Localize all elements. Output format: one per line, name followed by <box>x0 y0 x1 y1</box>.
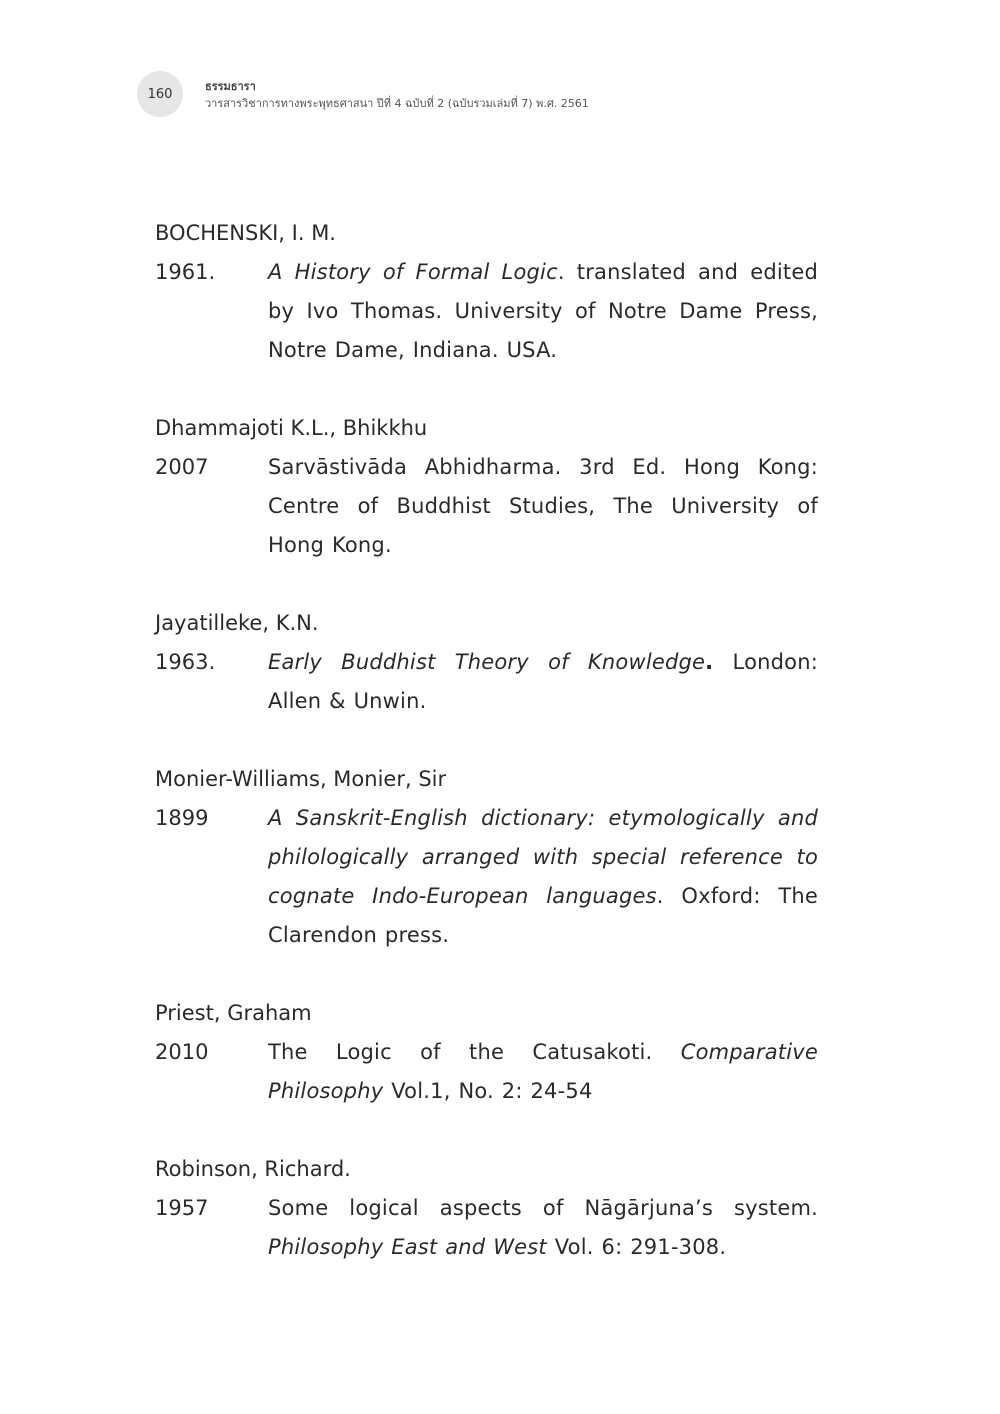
reference-title: Comparative Philosophy <box>268 1040 818 1103</box>
running-header <box>205 80 589 112</box>
reference-entry <box>155 214 818 370</box>
reference-title-punct: . <box>705 650 714 674</box>
journal-issue: วารสารวิชาการทางพระพุทธศาสนา ปีที่ 4 ฉบับที่ 2 (ฉบับรวมเล่มที่ 7) พ.ศ. 2561 <box>205 97 589 110</box>
reference-year: 1899 <box>155 806 209 830</box>
bibliography <box>155 214 818 1306</box>
reference-title: Early Buddhist Theory of Knowledge <box>268 650 706 674</box>
reference-citation <box>268 799 818 955</box>
reference-details: London: Allen & Unwin. <box>268 650 818 713</box>
reference-citation <box>268 1033 818 1111</box>
reference-title: Philosophy East and West <box>268 1235 547 1259</box>
reference-entry <box>155 1150 818 1267</box>
reference-details: Sarvāstivāda Abhidharma. 3rd Ed. Hong Kong: Centre of Buddhist Studies, The University of Hong Kong. <box>268 455 818 557</box>
reference-author: Jayatilleke, K.N. <box>155 611 319 635</box>
reference-details: Vol.1, No. 2: 24-54 <box>383 1079 593 1103</box>
reference-entry <box>155 604 818 721</box>
reference-author: BOCHENSKI, I. M. <box>155 221 336 245</box>
reference-year: 1963. <box>155 650 216 674</box>
reference-author: Dhammajoti K.L., Bhikkhu <box>155 416 428 440</box>
reference-author: Robinson, Richard. <box>155 1157 351 1181</box>
journal-name: ธรรมธารา <box>205 80 256 93</box>
reference-article: The Logic of the Catusakoti. <box>268 1040 681 1064</box>
reference-entry <box>155 760 818 955</box>
reference-year: 1961. <box>155 260 216 284</box>
reference-year: 2010 <box>155 1040 209 1064</box>
reference-author: Priest, Graham <box>155 1001 312 1025</box>
reference-citation <box>268 253 818 370</box>
page-number-badge <box>137 71 183 117</box>
reference-title: A History of Formal Logic <box>268 260 558 284</box>
reference-citation <box>268 1189 818 1267</box>
reference-details: Vol. 6: 291-308. <box>546 1235 727 1259</box>
reference-details: . translated and edited by Ivo Thomas. University of Notre Dame Press, Notre Dame, Indiana. USA. <box>268 260 818 362</box>
reference-details: . Oxford: The Clarendon press. <box>268 884 818 947</box>
reference-article: Some logical aspects of Nāgārjuna’s system. <box>268 1196 818 1220</box>
reference-citation <box>268 448 818 565</box>
reference-year: 2007 <box>155 455 209 479</box>
reference-year: 1957 <box>155 1196 209 1220</box>
reference-title: A Sanskrit-English dictionary: etymologically and philologically arranged with special reference to cognate Indo-European languages <box>268 806 818 908</box>
reference-citation <box>268 643 818 721</box>
reference-entry <box>155 409 818 565</box>
page-number: 160 <box>147 86 173 102</box>
reference-entry <box>155 994 818 1111</box>
reference-author: Monier-Williams, Monier, Sir <box>155 767 447 791</box>
